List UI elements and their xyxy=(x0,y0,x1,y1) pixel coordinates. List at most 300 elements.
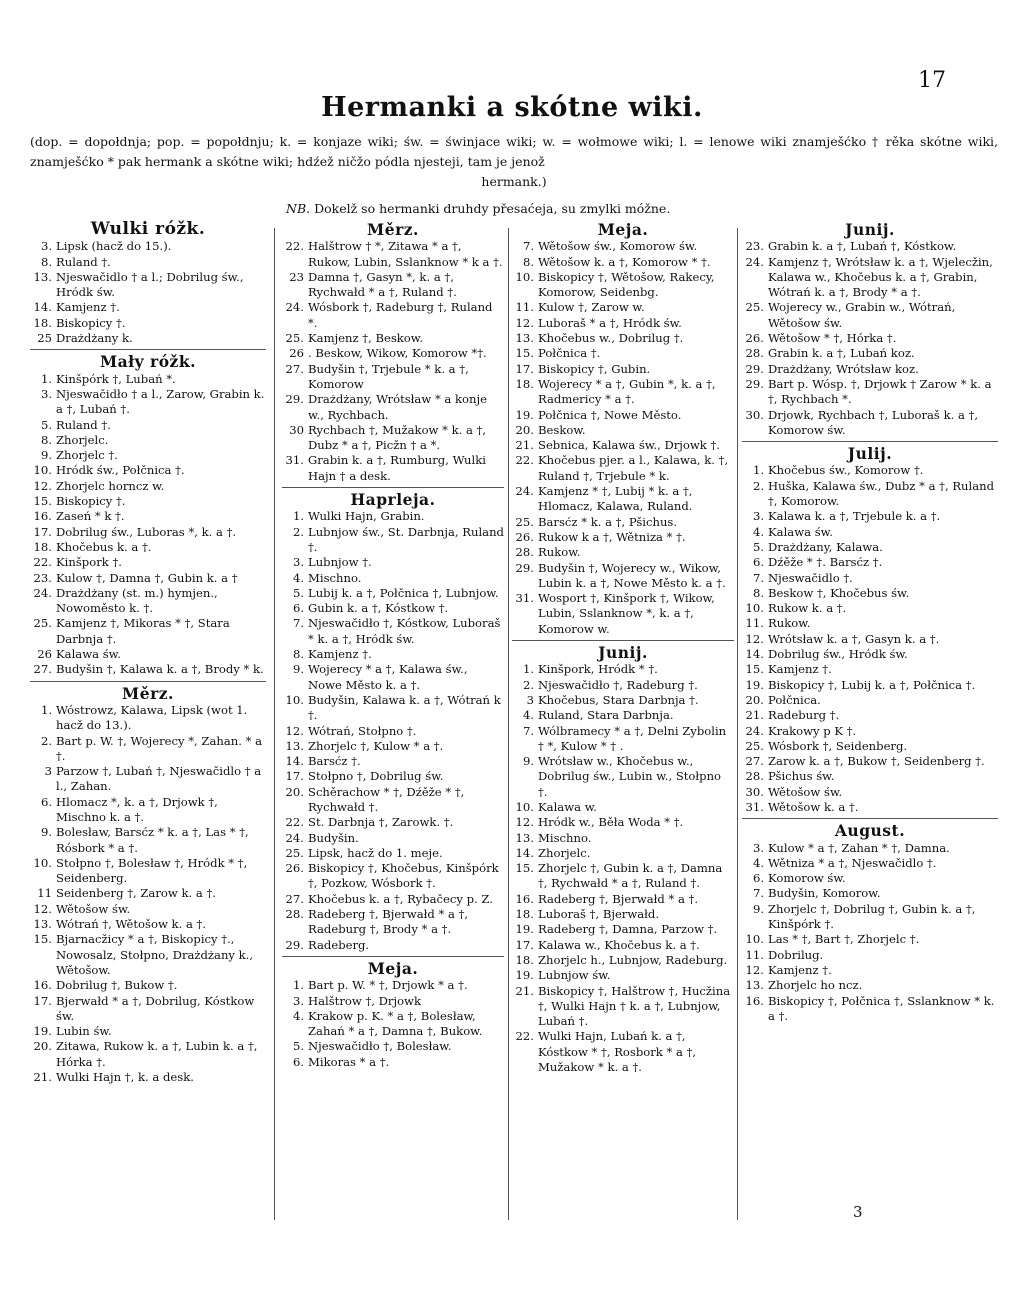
fair-places: Beskow †, Khočebus św. xyxy=(768,585,910,600)
fair-entry xyxy=(282,785,504,816)
fair-day: 17. xyxy=(33,524,52,539)
fair-places: Rukow. xyxy=(538,545,581,560)
fair-places: Wulki Hajn †, k. a desk. xyxy=(56,1070,194,1085)
section-divider xyxy=(30,349,266,350)
fair-day: 17. xyxy=(33,993,52,1008)
fair-day: 10. xyxy=(515,799,534,814)
fair-entry xyxy=(742,601,998,616)
fair-places: Hlomacz *, k. a †, Drjowk †, Mischno k. a †. xyxy=(56,794,218,824)
fair-day: 13. xyxy=(515,331,534,346)
fair-entry xyxy=(30,494,266,509)
fair-day: 22. xyxy=(515,1029,534,1044)
fair-day: 19. xyxy=(745,677,764,692)
fair-day: 19. xyxy=(515,922,534,937)
fair-list xyxy=(512,239,734,637)
fair-day: 4. xyxy=(522,708,534,723)
fair-day: 3. xyxy=(292,993,304,1008)
fair-day: 8. xyxy=(522,254,534,269)
fair-day: 27. xyxy=(285,361,304,376)
fair-day: 24. xyxy=(515,484,534,499)
fair-day: 28. xyxy=(285,907,304,922)
fair-entry xyxy=(742,509,998,524)
fair-day: 7. xyxy=(522,723,534,738)
fair-places: Wětošow * †, Hórka †. xyxy=(768,331,897,346)
fair-places: Drażdżany, Kalawa. xyxy=(768,539,883,554)
fair-entry xyxy=(30,448,266,463)
fair-entry xyxy=(30,902,266,917)
legend-line-3: hermank.) xyxy=(481,174,547,189)
section-divider xyxy=(742,441,998,442)
fair-entry xyxy=(30,616,266,647)
fair-places: Wrótsław w., Khočebus w., Dobrilug św., Lubin w., Stołpno †. xyxy=(538,754,722,799)
fair-entry xyxy=(512,724,734,755)
fair-day: 7. xyxy=(292,616,304,631)
fair-entry xyxy=(30,647,266,662)
fair-entry xyxy=(282,601,504,616)
fair-day: 14. xyxy=(745,647,764,662)
fair-day: 2. xyxy=(292,524,304,539)
fair-day: 24. xyxy=(285,830,304,845)
fair-places: Budyšin †, Trjebule * k. a †, Komorow xyxy=(308,361,469,391)
column-1 xyxy=(30,218,266,1085)
fair-places: Budyšin. xyxy=(308,830,359,845)
fair-places: Wrótsław k. a †, Gasyn k. a †. xyxy=(768,631,940,646)
fair-entry xyxy=(742,632,998,647)
fair-day: 13. xyxy=(745,978,764,993)
fair-day: 1. xyxy=(40,702,52,717)
fair-day: 19. xyxy=(515,968,534,983)
fair-places: Wósbork †, Seidenberg. xyxy=(768,738,908,753)
fair-places: Wětošow św. xyxy=(768,784,843,799)
fair-list xyxy=(30,372,266,678)
fair-entry xyxy=(742,616,998,631)
fair-entry xyxy=(512,530,734,545)
fair-day: 31. xyxy=(285,453,304,468)
section-divider xyxy=(30,681,266,682)
fair-day: 30. xyxy=(745,784,764,799)
fair-day: 1. xyxy=(752,463,764,478)
fair-day: 11 xyxy=(37,886,52,901)
fair-places: Gubin k. a †, Kóstkow †. xyxy=(308,601,449,616)
fair-places: Budyšin, Komorow. xyxy=(768,886,881,901)
fair-places: Halštrow †, Drjowk xyxy=(308,993,421,1008)
month-heading: Wulki róžk. xyxy=(90,219,206,239)
fair-entry xyxy=(742,586,998,601)
fair-places: Kulow †, Zarow w. xyxy=(538,300,645,315)
fair-day: 21. xyxy=(515,983,534,998)
fair-day: 4. xyxy=(292,570,304,585)
fair-entry xyxy=(742,362,998,377)
fair-places: Dobrilug †, Bukow †. xyxy=(56,978,178,993)
fair-places: Zhorjelc ho ncz. xyxy=(768,978,863,993)
fair-entry xyxy=(282,892,504,907)
fair-entry xyxy=(742,963,998,978)
fair-places: Radeberg †, Bjerwałd * a †. xyxy=(538,891,699,906)
fair-places: Njeswačidlo †. xyxy=(768,570,853,585)
fair-places: Wětniza * a †, Njeswačidlo †. xyxy=(768,855,937,870)
fair-places: Budyšin †, Kalawa k. a †, Brody * k. xyxy=(56,662,264,677)
fair-day: 6. xyxy=(292,601,304,616)
fair-day: 3. xyxy=(40,239,52,254)
fair-places: Luboraš * a †, Hródk św. xyxy=(538,315,682,330)
fair-places: Kinšpórk †, Lubań *. xyxy=(56,371,176,386)
fair-places: Kamjenz †, Mikoras * †, Stara Darbnja †. xyxy=(56,616,230,646)
fair-entry xyxy=(512,953,734,968)
fair-day: 24. xyxy=(745,723,764,738)
fair-entry xyxy=(512,968,734,983)
fair-places: Parzow †, Lubań †, Njeswačidlo † a l., Zahan. xyxy=(56,764,262,794)
fair-day: 4. xyxy=(752,524,764,539)
fair-places: Połčnica †. xyxy=(538,346,601,361)
fair-day: 5. xyxy=(292,1039,304,1054)
fair-places: Dobrilug. xyxy=(768,947,824,962)
fair-entry xyxy=(742,978,998,993)
fair-places: Wětošow św., Komorow św. xyxy=(538,239,698,254)
fair-entry xyxy=(30,525,266,540)
fair-places: Drjowk, Rychbach †, Luboraš k. a †, Komorow św. xyxy=(768,407,979,437)
fair-entry xyxy=(742,785,998,800)
fair-day: 24. xyxy=(285,300,304,315)
fair-entry xyxy=(512,331,734,346)
fair-list xyxy=(282,978,504,1070)
fair-places: Mischno. xyxy=(308,570,362,585)
nb-label: NB. xyxy=(286,201,311,216)
fair-places: Biskopicy †, Wětošow, Rakecy, Komorow, Seidenbg. xyxy=(538,269,715,300)
fair-entry xyxy=(742,724,998,739)
fair-places: Mischno. xyxy=(538,830,592,845)
fair-entry xyxy=(30,978,266,993)
fair-places: Lubnjow św., St. Darbnja, Ruland †. xyxy=(308,524,504,554)
fair-entry xyxy=(512,938,734,953)
fair-day: 16. xyxy=(33,978,52,993)
month-heading: August. xyxy=(834,821,906,841)
fair-entry xyxy=(30,255,266,270)
fair-day: 8. xyxy=(752,585,764,600)
fair-entry xyxy=(30,540,266,555)
fair-places: Budyšin †, Wojerecy w., Wikow, Lubin k. a †, Nowe Město k. a †. xyxy=(538,560,726,590)
fair-day: 6. xyxy=(752,871,764,886)
fair-entry xyxy=(742,463,998,478)
fair-entry xyxy=(742,555,998,570)
fair-day: 9. xyxy=(522,754,534,769)
fair-day: 11. xyxy=(745,616,764,631)
fair-places: Lipsk, hacž do 1. meje. xyxy=(308,845,443,860)
fair-entry xyxy=(512,815,734,830)
fair-day: 18. xyxy=(515,376,534,391)
fair-places: Bjerwałd * a †, Dobrilug, Kóstkow św. xyxy=(56,993,255,1023)
fair-entry xyxy=(742,346,998,361)
fair-entry xyxy=(282,555,504,570)
fair-places: Kulow * a †, Zahan * †, Damna. xyxy=(768,840,950,855)
fair-day: 3. xyxy=(752,509,764,524)
fair-places: Wulki Hajn, Lubań k. a †, Kóstkow * †, Rosbork * a †, Mužakow * k. a †. xyxy=(538,1029,697,1075)
fair-day: 9. xyxy=(292,662,304,677)
month-heading: Mały róžk. xyxy=(99,352,196,372)
fair-places: Wósbork †, Radeburg †, Ruland *. xyxy=(308,300,493,330)
fair-entry xyxy=(282,815,504,830)
fair-places: Biskopicy †. xyxy=(56,315,126,330)
fair-entry xyxy=(30,1070,266,1085)
fair-day: 29. xyxy=(515,560,534,575)
fair-day: 11. xyxy=(745,947,764,962)
fair-day: 21. xyxy=(33,1070,52,1085)
nb-text: Dokelž so hermanki druhdy přesaćeja, su zmylki móžne. xyxy=(314,201,671,216)
fair-places: Biskopicy †, Halštrow †, Hucžina †, Wulki Hajn † k. a †, Lubnjow, Lubań †. xyxy=(538,983,731,1029)
fair-entry xyxy=(30,479,266,494)
fair-entry xyxy=(742,708,998,723)
fair-places: Wětošow k. a †, Komorow * †. xyxy=(538,254,711,269)
fair-day: 28. xyxy=(515,545,534,560)
fair-list xyxy=(30,703,266,1085)
fair-places: Biskopicy †. xyxy=(56,494,126,509)
fair-entry xyxy=(742,678,998,693)
fair-entry xyxy=(30,509,266,524)
fair-places: Zhorjelc †, Gubin k. a †, Damna †, Rychwałd * a †, Ruland †. xyxy=(538,861,723,891)
fair-day: 18. xyxy=(515,907,534,922)
fair-places: Rukow k. a †. xyxy=(768,601,847,616)
fair-places: Drażdżany (st. m.) hymjen., Nowoměsto k. †. xyxy=(56,585,218,616)
fair-places: Połčnica †, Nowe Město. xyxy=(538,407,682,422)
fair-day: 25 xyxy=(37,331,52,346)
fair-day: 15. xyxy=(33,494,52,509)
fair-places: Zhorjelc horncz w. xyxy=(56,478,165,493)
fair-day: 19. xyxy=(515,407,534,422)
fair-day: 29. xyxy=(285,937,304,952)
fair-day: 1. xyxy=(40,371,52,386)
fair-entry xyxy=(512,846,734,861)
fair-day: 15. xyxy=(745,662,764,677)
fair-places: Kalawa św. xyxy=(768,524,833,539)
fair-entry xyxy=(30,387,266,418)
fair-list xyxy=(742,841,998,1025)
month-heading: Měrz. xyxy=(122,683,174,703)
fair-day: 29. xyxy=(745,361,764,376)
fair-places: Wulki Hajn, Grabin. xyxy=(308,509,425,524)
fair-places: Drażdżany, Wrótsław koz. xyxy=(768,361,919,376)
fair-places: . Beskow, Wikow, Komorow *†. xyxy=(308,346,487,361)
fair-entry xyxy=(742,769,998,784)
fair-entry xyxy=(512,255,734,270)
fair-entry xyxy=(30,586,266,617)
fair-entry xyxy=(282,861,504,892)
fair-day: 13. xyxy=(33,269,52,284)
fair-day: 15. xyxy=(515,346,534,361)
fair-places: Zhorjelc. xyxy=(56,432,109,447)
fair-places: Njeswačidło †, Kóstkow, Luboraš * k. a †, Hródk św. xyxy=(308,616,501,646)
fair-places: Kulow †, Damna †, Gubin k. a † xyxy=(56,570,238,585)
fair-places: Drażdżany k. xyxy=(56,331,133,346)
fair-places: Budyšin, Kalawa k. a †, Wótrań k †. xyxy=(308,692,501,723)
fair-places: Drażdżany, Wrótsław * a konje w., Rychbach. xyxy=(308,392,487,422)
fair-day: 3 xyxy=(44,764,52,779)
fair-day: 20. xyxy=(33,1039,52,1054)
fair-places: Njeswačidło †, Radeburg †. xyxy=(538,677,698,692)
fair-places: Mikoras * a †. xyxy=(308,1054,390,1069)
fair-places: Wojerecy w., Grabin w., Wótrań, Wětošow św. xyxy=(768,300,956,330)
fair-entry xyxy=(282,300,504,331)
fair-places: Khočebus, Stara Darbnja †. xyxy=(538,692,699,707)
fair-entry xyxy=(30,886,266,901)
fair-places: Dźěže * †. Barsćz †. xyxy=(768,555,883,570)
fair-day: 15. xyxy=(33,932,52,947)
fair-entry xyxy=(30,734,266,765)
fair-places: Wólbramecy * a †, Delni Zybolin † *, Kulow * † . xyxy=(538,723,727,753)
fair-day: 26 xyxy=(289,346,304,361)
fair-entry xyxy=(742,800,998,815)
fair-entry xyxy=(742,255,998,301)
fair-places: Hródk św., Połčnica †. xyxy=(56,463,185,478)
fair-places: Kamjenz †. xyxy=(56,300,120,315)
fair-entry xyxy=(512,800,734,815)
fair-entry xyxy=(282,571,504,586)
fair-entry xyxy=(512,423,734,438)
fair-places: Khočebus pjer. a l., Kalawa, k. †, Ruland †, Trjebule * k. xyxy=(538,453,729,483)
fair-places: Lubnjow św. xyxy=(538,968,611,983)
fair-places: Kamjenz †. xyxy=(308,647,372,662)
fair-day: 29. xyxy=(285,392,304,407)
fair-day: 2. xyxy=(522,677,534,692)
fair-entry xyxy=(282,907,504,938)
fair-entry xyxy=(282,647,504,662)
fair-day: 12. xyxy=(745,962,764,977)
fair-entry xyxy=(282,938,504,953)
fair-places: Bart p. W. †, Wojerecy *, Zahan. * a †. xyxy=(56,733,262,763)
fair-entry xyxy=(512,438,734,453)
fair-places: Ruland †. xyxy=(56,254,111,269)
section-divider xyxy=(512,640,734,641)
column-divider xyxy=(737,228,738,1220)
fair-entry xyxy=(282,423,504,454)
fair-entry xyxy=(512,662,734,677)
fair-entry xyxy=(742,571,998,586)
fair-day: 18. xyxy=(33,315,52,330)
fair-entry xyxy=(512,561,734,592)
fair-day: 3. xyxy=(292,555,304,570)
fair-day: 22. xyxy=(285,239,304,254)
fair-day: 22. xyxy=(33,555,52,570)
fair-day: 12. xyxy=(515,815,534,830)
fair-entry xyxy=(282,331,504,346)
fair-day: 10. xyxy=(515,269,534,284)
fair-places: Damna †, Gasyn *, k. a †, Rychwałd * a †, Ruland †. xyxy=(308,269,457,300)
fair-day: 2. xyxy=(40,733,52,748)
fair-entry xyxy=(742,377,998,408)
fair-places: Dobrilug św., Hródk św. xyxy=(768,647,908,662)
fair-places: Wojerecy * a †, Kalawa św., Nowe Město k. a †. xyxy=(308,662,468,692)
fair-places: Stołpno †, Dobrilug św. xyxy=(308,769,444,784)
fair-day: 27. xyxy=(285,891,304,906)
fair-entry xyxy=(30,856,266,887)
fair-day: 31. xyxy=(515,591,534,606)
fair-places: Wótrań †, Wětošow k. a †. xyxy=(56,917,207,932)
fair-places: Kalawa w., Khočebus k. a †. xyxy=(538,937,700,952)
fair-day: 6. xyxy=(292,1054,304,1069)
fair-places: Schěrachow * †, Dźěže * †, Rychwałd †. xyxy=(308,784,465,814)
fair-day: 6. xyxy=(40,794,52,809)
fair-day: 17. xyxy=(285,769,304,784)
fair-places: Kamjenz †, Wrótsław k. a †, Wjelecžin, Kalawa w., Khočebus k. a †, Grabin, Wótrań k. a †, Brody * a †. xyxy=(768,254,993,300)
fair-day: 3 xyxy=(526,692,534,707)
fair-day: 10. xyxy=(285,692,304,707)
fair-entry xyxy=(282,769,504,784)
fair-day: 3. xyxy=(752,840,764,855)
fair-entry xyxy=(512,484,734,515)
fair-places: Biskopicy †, Gubin. xyxy=(538,361,651,376)
fair-entry xyxy=(282,586,504,601)
fair-entry xyxy=(30,1039,266,1070)
fair-places: Bolesław, Barsćz * k. a †, Las * †, Rósbork * a †. xyxy=(56,825,249,855)
fair-places: Grabin k. a †, Rumburg, Wulki Hajn † a desk. xyxy=(308,453,486,483)
fair-places: Lubij k. a †, Połčnica †, Lubnjow. xyxy=(308,585,499,600)
fair-day: 4. xyxy=(752,855,764,870)
fair-entry xyxy=(30,433,266,448)
fair-places: Pšichus św. xyxy=(768,769,835,784)
fair-places: Kalawa św. xyxy=(56,647,121,662)
fair-entry xyxy=(512,270,734,301)
fair-day: 8. xyxy=(40,432,52,447)
fair-entry xyxy=(30,932,266,978)
footer-number: 3 xyxy=(853,1203,863,1221)
fair-day: 20. xyxy=(515,422,534,437)
fair-entry xyxy=(282,362,504,393)
fair-day: 23 xyxy=(289,269,304,284)
fair-day: 25. xyxy=(285,331,304,346)
fair-entry xyxy=(282,453,504,484)
fair-entry xyxy=(30,571,266,586)
fair-day: 16. xyxy=(745,993,764,1008)
fair-entry xyxy=(282,724,504,739)
fair-day: 24. xyxy=(33,585,52,600)
fair-day: 27. xyxy=(745,754,764,769)
fair-entry xyxy=(512,239,734,254)
fair-list xyxy=(282,239,504,484)
fair-entry xyxy=(282,270,504,301)
fair-entry xyxy=(282,994,504,1009)
section-divider xyxy=(742,818,998,819)
fair-places: Khočebus w., Dobrilug †. xyxy=(538,331,684,346)
fair-day: 21. xyxy=(515,438,534,453)
fair-day: 14. xyxy=(33,300,52,315)
fair-day: 22. xyxy=(285,815,304,830)
fair-places: Njeswačidlo † a l.; Dobrilug św., Hródk św. xyxy=(56,269,244,300)
fair-day: 20. xyxy=(285,784,304,799)
fair-day: 10. xyxy=(745,932,764,947)
fair-entry xyxy=(282,1009,504,1040)
fair-places: Wóstrowz, Kalawa, Lipsk (wot 1. hacž do 13.). xyxy=(56,702,248,733)
fair-places: Rychbach †, Mužakow * k. a †, Dubz * a †, Picžn † a *. xyxy=(308,422,487,453)
fair-day: 1. xyxy=(292,978,304,993)
fair-entry xyxy=(30,825,266,856)
fair-entry xyxy=(742,856,998,871)
fair-entry xyxy=(30,300,266,315)
fair-places: Radeberg. xyxy=(308,937,370,952)
fair-places: Sebnica, Kalawa św., Drjowk †. xyxy=(538,438,720,453)
fair-day: 10. xyxy=(33,463,52,478)
fair-places: Wojerecy * a †, Gubin *, k. a †, Radmericy * a †. xyxy=(538,376,716,407)
fair-places: Kamjenz †. xyxy=(768,662,832,677)
fair-entry xyxy=(282,978,504,993)
fair-places: Rukow. xyxy=(768,616,811,631)
fair-places: Halštrow † *, Zitawa * a †, Rukow, Lubin, Sslanknow * k a †. xyxy=(308,239,503,269)
fair-entry xyxy=(512,984,734,1030)
fair-places: Barsćz †. xyxy=(308,754,361,769)
fair-entry xyxy=(30,316,266,331)
legend xyxy=(30,132,998,192)
fair-entry xyxy=(742,331,998,346)
fair-entry xyxy=(30,662,266,677)
fair-day: 29. xyxy=(745,376,764,391)
legend-line-1: (dop. = dopołdnja; pop. = popołdnju; k. = konjaze wiki; św. = świnjace wiki; w. = wołmowe wiki; l. = lenowe wiki xyxy=(30,134,787,149)
